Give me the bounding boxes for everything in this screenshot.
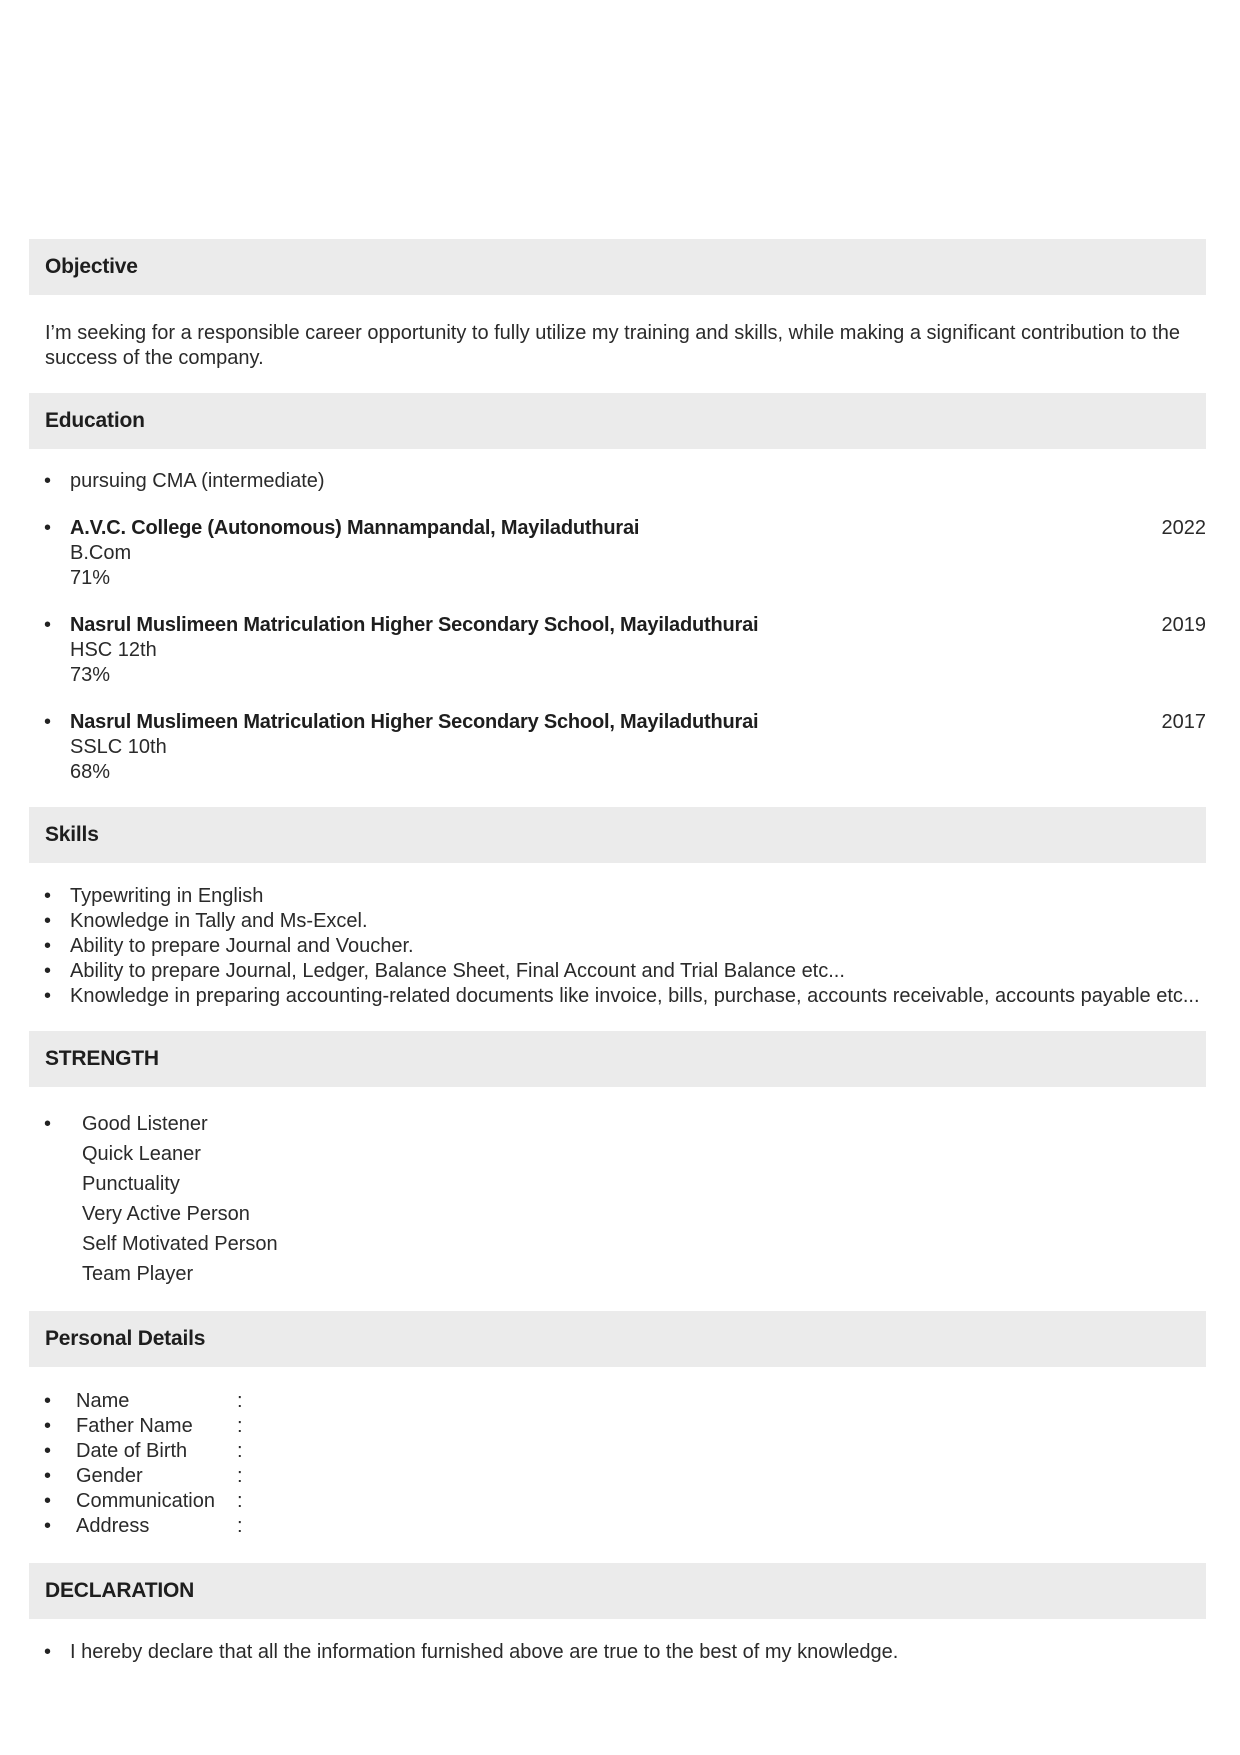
objective-text: I’m seeking for a responsible career opportunity to fully utilize my training and skills, while making a significant contribution to the success of the company. — [45, 322, 1180, 369]
strength-list — [29, 1087, 1206, 1311]
education-qualification: B.Com — [70, 542, 132, 564]
personal-detail-label: Father Name — [76, 1415, 193, 1437]
education-entry — [29, 710, 1206, 785]
section-heading: Education — [29, 393, 1206, 449]
skills-section — [29, 807, 1206, 1031]
education-score: 68% — [70, 761, 111, 783]
personal-detail-label: Date of Birth — [76, 1440, 188, 1462]
personal-detail-label: Communication — [76, 1490, 215, 1512]
personal-detail-separator: : — [237, 1465, 243, 1487]
declaration-section — [29, 1563, 1206, 1665]
skill-item: • Ability to prepare Journal, Ledger, Balance Sheet, Final Account and Trial Balance etc... — [29, 959, 1206, 984]
education-entry — [29, 613, 1206, 688]
personal-detail-row — [29, 1514, 1206, 1539]
strength-text: Self Motivated Person — [82, 1233, 278, 1255]
personal-detail-row — [29, 1389, 1206, 1414]
section-heading: Skills — [29, 807, 1206, 863]
education-list — [29, 449, 1206, 807]
personal-detail-label: Name — [76, 1390, 130, 1412]
education-qualification: SSLC 10th — [70, 736, 167, 758]
section-heading: Objective — [29, 239, 1206, 295]
strength-text: Team Player — [82, 1263, 194, 1285]
strength-text: • Good Listener — [82, 1113, 208, 1135]
education-score: 71% — [70, 567, 111, 589]
section-heading: DECLARATION — [29, 1563, 1206, 1619]
personal-detail-row — [29, 1439, 1206, 1464]
education-entry — [29, 516, 1206, 591]
education-section — [29, 393, 1206, 807]
skill-item: • Knowledge in Tally and Ms-Excel. — [29, 909, 1206, 934]
resume-content — [29, 239, 1206, 1665]
personal-detail-row — [29, 1414, 1206, 1439]
strength-text: Very Active Person — [82, 1203, 250, 1225]
personal-detail-separator: : — [237, 1440, 243, 1462]
strength-item — [29, 1109, 1206, 1289]
declaration-text: • I hereby declare that all the information furnished above are true to the best of my knowledge. — [29, 1640, 1206, 1665]
personal-details-section — [29, 1311, 1206, 1563]
strength-section — [29, 1031, 1206, 1311]
objective-section — [29, 239, 1206, 393]
education-year: 2019 — [1161, 614, 1206, 636]
education-institution: • Nasrul Muslimeen Matriculation Higher Secondary School, Mayiladuthurai — [70, 711, 759, 733]
skills-list — [29, 863, 1206, 1031]
section-heading: Personal Details — [29, 1311, 1206, 1367]
skill-item: • Typewriting in English — [29, 884, 1206, 909]
education-institution: • Nasrul Muslimeen Matriculation Higher Secondary School, Mayiladuthurai — [70, 614, 759, 636]
skill-item: • Ability to prepare Journal and Voucher. — [29, 934, 1206, 959]
personal-detail-separator: : — [237, 1390, 243, 1412]
section-heading: STRENGTH — [29, 1031, 1206, 1087]
education-pursuing: • pursuing CMA (intermediate) — [29, 469, 1206, 494]
personal-detail-separator: : — [237, 1515, 243, 1537]
personal-detail-row — [29, 1464, 1206, 1489]
personal-detail-separator: : — [237, 1415, 243, 1437]
skill-item: • Knowledge in preparing accounting-related documents like invoice, bills, purchase, accounts receivable, accounts payable etc... — [29, 984, 1206, 1009]
personal-detail-separator: : — [237, 1490, 243, 1512]
strength-text: Punctuality — [82, 1173, 180, 1195]
personal-details-list — [29, 1367, 1206, 1563]
education-institution: • A.V.C. College (Autonomous) Mannampandal, Mayiladuthurai — [70, 517, 640, 539]
education-year: 2017 — [1161, 711, 1206, 733]
declaration-list — [29, 1619, 1206, 1665]
education-score: 73% — [70, 664, 111, 686]
personal-detail-row — [29, 1489, 1206, 1514]
education-qualification: HSC 12th — [70, 639, 157, 661]
personal-detail-label: Address — [76, 1515, 150, 1537]
strength-text: Quick Leaner — [82, 1143, 201, 1165]
education-year: 2022 — [1161, 517, 1206, 539]
personal-detail-label: Gender — [76, 1465, 143, 1487]
